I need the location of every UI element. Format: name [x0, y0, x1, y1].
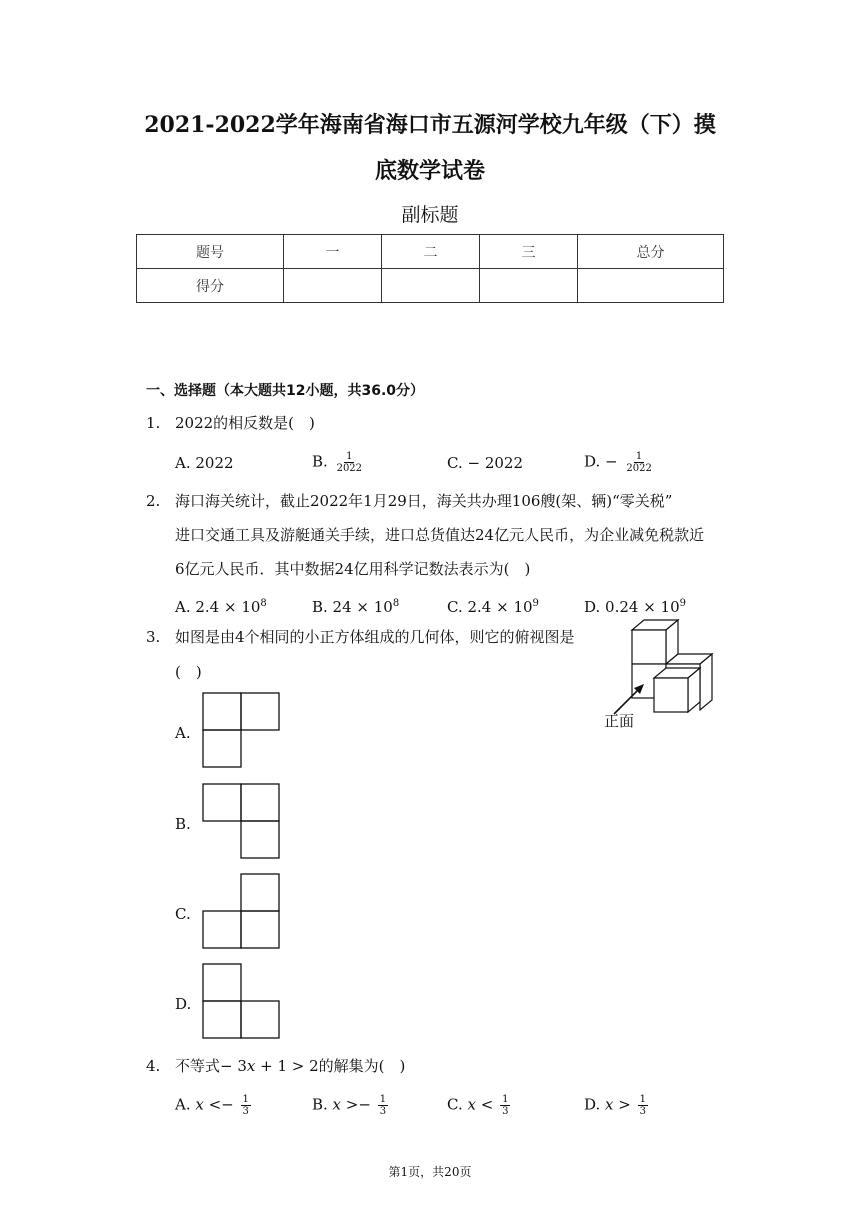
exponent: 8	[260, 598, 267, 609]
option-prefix: D. −	[584, 452, 618, 471]
figure-label: 正面	[604, 712, 635, 730]
fraction-denominator: 3	[379, 1106, 387, 1117]
score-header-cell: 三	[480, 235, 578, 269]
page-subtitle: 副标题	[401, 204, 459, 226]
option-b	[312, 1094, 388, 1117]
option-d-figure	[202, 963, 280, 1041]
fraction-denominator: 3	[242, 1106, 249, 1117]
fraction	[500, 1094, 510, 1117]
exponent: 8	[392, 598, 400, 609]
option-prefix: C. 𝑥 <	[447, 1095, 494, 1114]
score-table-score-row	[137, 269, 724, 303]
section-heading: 一、选择题（本大题共12小题，共36.0分）	[146, 383, 425, 399]
question-number: 4.	[146, 1057, 161, 1075]
option-a	[175, 1094, 251, 1117]
fraction-denominator: 2022	[336, 463, 363, 474]
option-c	[447, 594, 539, 617]
fraction	[241, 1094, 251, 1117]
score-table-header-row	[137, 235, 724, 269]
option-c: C. − 2022	[447, 454, 523, 472]
fraction-numerator: 1	[346, 451, 353, 462]
score-cell	[578, 269, 724, 303]
option-d	[584, 594, 686, 617]
option-d	[584, 1094, 648, 1117]
fraction-numerator: 1	[242, 1094, 249, 1105]
fraction-numerator: 1	[502, 1094, 509, 1105]
option-a-label: A.	[175, 724, 191, 742]
score-header-cell: 总分	[578, 235, 724, 269]
question-text: 不等式− 3𝑥 + 1 > 2的解集为( )	[175, 1057, 406, 1075]
option-c-label: C.	[175, 905, 191, 923]
question-text-line: 海口海关统计，截止2022年1月29日，海关共办理106艘(架、辆)“零关税”	[175, 492, 673, 510]
exponent: 9	[679, 598, 686, 609]
option-text: A. 2.4 × 10	[175, 598, 261, 616]
question-paren: ( )	[175, 663, 202, 681]
score-header-cell: 题号	[137, 235, 284, 269]
option-b	[312, 594, 399, 617]
page-footer: 第1页，共20页	[388, 1165, 472, 1179]
option-b-figure	[202, 783, 280, 861]
cube-side-face	[700, 654, 712, 710]
page-title-line2: 底数学试卷	[374, 158, 485, 184]
fraction	[378, 1094, 388, 1117]
question-text: 如图是由4个相同的小正方体组成的几何体，则它的俯视图是	[175, 628, 575, 646]
fraction	[624, 451, 653, 474]
fraction	[638, 1094, 648, 1117]
score-table	[136, 234, 724, 303]
score-header-cell: 二	[382, 235, 480, 269]
fraction-denominator: 3	[502, 1106, 509, 1117]
option-text: D. 0.24 × 10	[584, 598, 680, 616]
fraction-numerator: 1	[635, 451, 643, 462]
option-d-label: D.	[175, 995, 192, 1013]
fraction-numerator: 1	[379, 1094, 387, 1105]
option-prefix: B. 𝑥 >−	[312, 1095, 371, 1114]
option-b	[312, 451, 364, 474]
cube-front-face	[654, 678, 688, 712]
option-a-figure	[202, 692, 280, 770]
option-prefix: D. 𝑥 >	[584, 1095, 631, 1114]
question-number: 1.	[146, 414, 161, 432]
score-cell	[480, 269, 578, 303]
fraction	[335, 451, 364, 474]
cube-front-face	[632, 630, 666, 664]
question-number: 2.	[146, 492, 161, 510]
option-text: C. 2.4 × 10	[447, 598, 533, 616]
option-text: B. 24 × 10	[312, 598, 393, 616]
question-number: 3.	[146, 628, 161, 646]
fraction-numerator: 1	[639, 1094, 646, 1105]
score-header-cell: 一	[284, 235, 382, 269]
option-a	[175, 594, 267, 617]
fraction-denominator: 3	[639, 1106, 646, 1117]
option-prefix: A. 𝑥 <−	[175, 1095, 234, 1114]
option-c-figure	[202, 873, 280, 951]
option-a: A. 2022	[175, 454, 234, 472]
exponent: 9	[532, 598, 539, 609]
score-cell	[382, 269, 480, 303]
page-title-line1: 2021-2022学年海南省海口市五源河学校九年级（下）摸	[144, 112, 716, 138]
option-c	[447, 1094, 510, 1117]
question-text-line: 6亿元人民币．其中数据24亿用科学记数法表示为( )	[175, 560, 531, 578]
score-cell	[284, 269, 382, 303]
option-d	[584, 451, 654, 474]
question-text: 2022的相反数是( )	[175, 414, 315, 432]
fraction-denominator: 2022	[626, 463, 652, 474]
option-b-label: B.	[175, 815, 191, 833]
option-prefix: B.	[312, 452, 328, 471]
question-text-line: 进口交通工具及游艇通关手续，进口总货值达24亿元人民币，为企业减免税款近	[175, 526, 705, 544]
score-row-label: 得分	[137, 269, 284, 303]
